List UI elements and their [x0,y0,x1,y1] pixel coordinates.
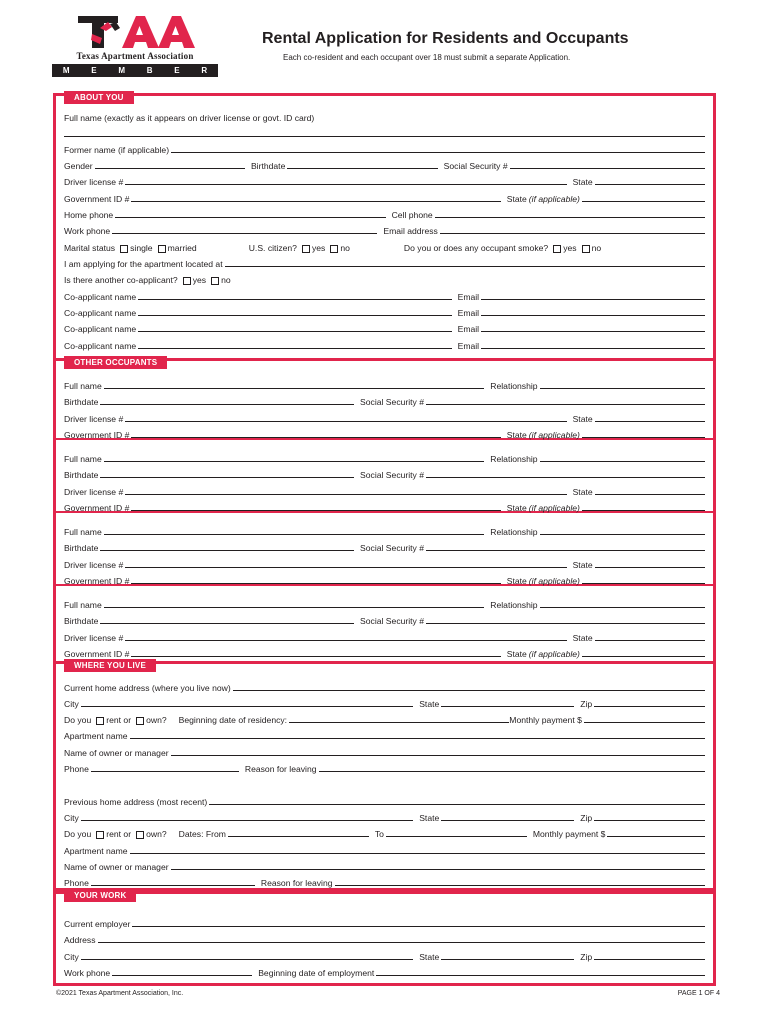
occupant-row [64,498,705,513]
occupant-driver-license-field[interactable] [125,421,566,422]
row-coapplicant [64,319,705,334]
label-marital-status: Marital status [64,243,116,253]
label-coapplicant-name: Co-applicant name [64,292,137,302]
label-dates-from: Dates: From [178,829,226,839]
occupant-state-field[interactable] [595,640,705,641]
section-tab-your-work: YOUR WORK [64,889,136,902]
row-previous-address [64,792,705,807]
occupant-ssn-field[interactable] [426,623,705,624]
occupant-row [64,571,705,586]
label-government-id: Government ID # [64,648,130,659]
label-beginning-employment: Beginning date of employment [258,968,375,978]
coapplicant-no-checkbox[interactable] [211,277,219,285]
label-if-applicable: (if applicable) [528,429,580,440]
taa-logo [50,14,220,80]
occupant-row [64,449,705,464]
label-birthdate: Birthdate [250,161,286,171]
label-government-id: Government ID # [64,575,130,586]
label-gender: Gender [64,161,93,171]
full-name-field[interactable] [64,136,705,137]
prev-own-checkbox[interactable] [136,831,144,839]
work-phone-field[interactable] [112,975,252,976]
label-state: State [419,952,440,962]
occupant-birthdate-field[interactable] [100,623,354,624]
married-checkbox[interactable] [158,245,166,253]
label-married: married [167,243,197,253]
logo-member-letter: B [146,66,153,75]
label-zip: Zip [580,813,593,823]
smoke-yes-checkbox[interactable] [553,245,561,253]
label-relationship: Relationship [490,600,538,610]
label-driver-license: Driver license # [64,177,124,187]
label-email-address: Email address [383,226,438,236]
label-government-id: Government ID # [64,194,130,204]
prev-phone-field[interactable] [91,885,255,886]
label-smoke-no: no [591,243,602,253]
work-phone-field[interactable] [112,233,377,234]
current-employer-field[interactable] [132,926,705,927]
occupant-row [64,611,705,626]
label-if-applicable: (if applicable) [528,502,580,513]
occupant-row [64,425,705,440]
occupant-row [64,409,705,424]
relationship-field[interactable] [540,607,705,608]
label-do-you: Do you [64,715,92,725]
label-beginning-residency: Beginning date of residency: [178,715,288,725]
row-rent-own [64,710,705,725]
label-city: City [64,699,79,709]
label-ssn: Social Security # [360,543,425,554]
section-where-you-live [53,661,716,891]
label-smoke-yes: yes [563,243,577,253]
label-ssn: Social Security # [360,397,425,408]
coapplicant-yes-checkbox[interactable] [183,277,191,285]
occupant-state-field[interactable] [595,494,705,495]
label-full-name: Full name [64,381,102,391]
label-birthdate: Birthdate [64,397,99,408]
prev-state-field[interactable] [441,820,574,821]
birthdate-field[interactable] [287,168,437,169]
row-work-address [64,930,705,945]
previous-address-field[interactable] [209,804,705,805]
row-government-id [64,189,705,204]
employment-date-field[interactable] [376,975,705,976]
label-current-address: Current home address (where you live now) [64,683,231,693]
label-ssn: Social Security # [360,470,425,481]
label-own: own? [146,829,167,839]
occupant-row [64,538,705,553]
label-ssn: Social Security # [360,616,425,627]
label-coapplicant-name: Co-applicant name [64,308,137,318]
page-title: Rental Application for Residents and Occupants [262,30,629,47]
label-email: Email [457,308,480,318]
logo-org-name: Texas Apartment Association [76,51,194,61]
occupant-full-name-field[interactable] [104,461,485,462]
label-ssn: Social Security # [443,161,508,171]
occupant-full-name-field[interactable] [104,607,485,608]
row-coapplicant [64,287,705,302]
footer-page-number: PAGE 1 OF 4 [677,990,720,997]
label-state: State [572,177,593,187]
occupant-birthdate-field[interactable] [100,477,354,478]
label-monthly-payment: Monthly payment $ [532,829,606,839]
label-relationship: Relationship [490,454,538,464]
occupant-row [64,595,705,610]
row-coapplicant [64,336,705,351]
coapplicant-name-field[interactable] [138,299,451,300]
prev-zip-field[interactable] [594,820,705,821]
page-subtitle: Each co-resident and each occupant over 18 must submit a separate Application. [283,53,571,62]
label-owner-manager: Name of owner or manager [64,862,169,872]
row-work-phone [64,963,705,978]
label-previous-address: Previous home address (most recent) [64,797,208,807]
occupant-row [64,628,705,643]
row-phone-reason [64,759,705,774]
label-citizen-no: no [340,243,350,253]
cell-phone-field[interactable] [435,217,705,218]
occupant-row [64,644,705,659]
label-government-id: Government ID # [64,502,130,513]
coapplicant-email-field[interactable] [481,331,705,332]
row-current-employer [64,914,705,929]
label-full-name: Full name [64,600,102,610]
logo-member-letter: R [201,66,208,75]
zip-field[interactable] [594,706,705,707]
label-rent-or: rent or [106,715,132,725]
occupant-ssn-field[interactable] [426,477,705,478]
logo-member-letter: E [174,66,180,75]
occupant-government-id-field[interactable] [131,437,500,438]
occupant-row [64,392,705,407]
label-home-phone: Home phone [64,210,114,220]
government-id-state-field[interactable] [582,201,705,202]
label-if-applicable: (if applicable) [528,194,580,204]
occupant-government-id-field[interactable] [131,510,500,511]
label-do-you: Do you [64,829,92,839]
gender-field[interactable] [95,168,245,169]
row-full-name [64,108,705,123]
phone-field[interactable] [91,771,239,772]
occupant-gov-state-field[interactable] [582,437,705,438]
label-state: State [419,699,440,709]
label-state: State [572,413,593,424]
label-birthdate: Birthdate [64,470,99,481]
label-driver-license: Driver license # [64,486,124,497]
own-checkbox[interactable] [136,717,144,725]
occupant-driver-license-field[interactable] [125,567,566,568]
apartment-location-field[interactable] [225,266,705,267]
row-driver-license [64,172,705,187]
section-about-you [53,93,716,361]
prev-apartment-name-field[interactable] [130,853,705,854]
section-tab-other-occupants: OTHER OCCUPANTS [64,356,167,369]
relationship-field[interactable] [540,461,705,462]
logo-member-letter: E [91,66,97,75]
label-monthly-payment: Monthly payment $ [509,715,582,725]
label-government-id: Government ID # [64,429,130,440]
label-coapplicant-no: no [221,275,231,285]
label-full-name: Full name [64,454,102,464]
relationship-field[interactable] [540,534,705,535]
occupant-row [64,555,705,570]
row-prev-rent-own [64,824,705,839]
label-if-applicable: (if applicable) [528,648,580,659]
work-city-field[interactable] [81,959,413,960]
coapplicant-email-field[interactable] [481,315,705,316]
label-birthdate: Birthdate [64,543,99,554]
email-address-field[interactable] [440,233,705,234]
label-phone: Phone [64,878,89,888]
label-state: State [419,813,440,823]
label-zip: Zip [580,699,593,709]
occupant-driver-license-field[interactable] [125,494,566,495]
former-name-field[interactable] [171,152,705,153]
label-relationship: Relationship [490,381,538,391]
label-driver-license: Driver license # [64,632,124,643]
label-relationship: Relationship [490,527,538,537]
label-coapplicant-name: Co-applicant name [64,341,137,351]
label-driver-license: Driver license # [64,413,124,424]
label-if-applicable: (if applicable) [528,575,580,586]
label-full-name: Full name [64,527,102,537]
occupant-full-name-field[interactable] [104,388,485,389]
label-email: Email [457,341,480,351]
row-another-coapplicant [64,270,705,285]
label-birthdate: Birthdate [64,616,99,627]
label-apartment-name: Apartment name [64,846,128,856]
row-home-phone [64,205,705,220]
dates-to-field[interactable] [386,836,527,837]
label-zip: Zip [580,952,593,962]
apartment-name-field[interactable] [130,738,705,739]
government-id-field[interactable] [131,201,500,202]
row-apartment-name [64,726,705,741]
row-coapplicant [64,303,705,318]
citizen-no-checkbox[interactable] [330,245,338,253]
citizen-yes-checkbox[interactable] [302,245,310,253]
label-phone: Phone [64,764,89,774]
label-to: To [374,829,384,839]
row-current-address [64,678,705,693]
label-city: City [64,952,79,962]
label-driver-license: Driver license # [64,559,124,570]
occupant-birthdate-field[interactable] [100,550,354,551]
city-field[interactable] [81,706,413,707]
row-city [64,694,705,709]
coapplicant-name-field[interactable] [138,315,451,316]
occupant-government-id-field[interactable] [131,656,500,657]
label-email: Email [457,324,480,334]
label-coapplicant-name: Co-applicant name [64,324,137,334]
label-single: single [130,243,153,253]
logo-member-letter: M [118,66,126,75]
row-marital-status [64,238,705,253]
row-owner-manager [64,743,705,758]
label-state: State [572,559,593,570]
label-state: State [506,648,527,659]
row-prev-apartment-name [64,841,705,856]
owner-manager-field[interactable] [171,755,705,756]
prev-monthly-payment-field[interactable] [607,836,705,837]
row-prev-owner-manager [64,857,705,872]
prev-reason-leaving-field[interactable] [335,885,705,886]
coapplicant-email-field[interactable] [481,299,705,300]
occupant-gov-state-field[interactable] [582,510,705,511]
label-own: own? [146,715,167,725]
label-work-phone: Work phone [64,226,111,236]
label-current-employer: Current employer [64,919,131,929]
label-state-if: State [506,194,527,204]
row-full-name-line [64,124,705,139]
occupant-row [64,482,705,497]
prev-owner-manager-field[interactable] [171,869,705,870]
occupant-gov-state-field[interactable] [582,583,705,584]
occupant-government-id-field[interactable] [131,583,500,584]
occupant-row [64,376,705,391]
label-owner-manager: Name of owner or manager [64,748,169,758]
work-address-field[interactable] [98,942,705,943]
row-applying [64,254,705,269]
coapplicant-email-field[interactable] [481,348,705,349]
row-gender [64,156,705,171]
row-prev-city [64,808,705,823]
section-tab-about-you: ABOUT YOU [64,91,134,104]
footer-copyright: ©2021 Texas Apartment Association, Inc. [56,990,184,997]
home-phone-field[interactable] [115,217,385,218]
occupant-ssn-field[interactable] [426,550,705,551]
section-other-occupants [53,358,716,664]
occupant-full-name-field[interactable] [104,534,485,535]
logo-member-letter: M [62,66,70,75]
row-work-city [64,947,705,962]
ssn-field[interactable] [510,168,705,169]
label-state: State [506,502,527,513]
label-applying: I am applying for the apartment located at [64,259,223,269]
occupant-row [64,465,705,480]
label-state: State [572,632,593,643]
row-prev-phone-reason [64,873,705,888]
prev-city-field[interactable] [81,820,413,821]
label-state: State [572,486,593,497]
label-rent-or: rent or [106,829,132,839]
driver-license-field[interactable] [125,184,566,185]
label-coapplicant-yes: yes [192,275,207,285]
prev-rent-checkbox[interactable] [96,831,104,839]
label-former-name: Former name (if applicable) [64,145,170,155]
occupant-driver-license-field[interactable] [125,640,566,641]
label-full-name: Full name (exactly as it appears on driver license or govt. ID card) [64,113,315,123]
label-email: Email [457,292,480,302]
occupant-state-field[interactable] [595,567,705,568]
occupant-gov-state-field[interactable] [582,656,705,657]
label-state: State [506,429,527,440]
current-address-field[interactable] [233,690,705,691]
label-us-citizen: U.S. citizen? [248,243,297,253]
occupant-birthdate-field[interactable] [100,404,354,405]
state-field[interactable] [441,706,574,707]
label-address: Address [64,935,96,945]
label-work-phone: Work phone [64,968,111,978]
section-your-work [53,891,716,986]
row-former-name [64,140,705,155]
rent-checkbox[interactable] [96,717,104,725]
section-tab-where-you-live: WHERE YOU LIVE [64,659,156,672]
taa-logo-mark-icon [70,14,210,50]
work-zip-field[interactable] [594,959,705,960]
label-another-coapplicant: Is there another co-applicant? [64,275,178,285]
coapplicant-name-field[interactable] [138,348,451,349]
dates-from-field[interactable] [228,836,369,837]
residency-date-field[interactable] [289,722,509,723]
work-state-field[interactable] [441,959,574,960]
reason-leaving-field[interactable] [319,771,705,772]
label-city: City [64,813,79,823]
label-reason-leaving: Reason for leaving [244,764,317,774]
label-state: State [506,575,527,586]
relationship-field[interactable] [540,388,705,389]
label-apartment-name: Apartment name [64,731,128,741]
logo-member-bar [52,64,218,77]
label-citizen-yes: yes [311,243,326,253]
single-checkbox[interactable] [120,245,128,253]
occupant-row [64,522,705,537]
label-smoke: Do you or does any occupant smoke? [403,243,549,253]
occupant-state-field[interactable] [595,421,705,422]
row-work-phone [64,221,705,236]
monthly-payment-field[interactable] [584,722,705,723]
state-field[interactable] [595,184,705,185]
label-reason-leaving: Reason for leaving [260,878,333,888]
label-cell-phone: Cell phone [391,210,433,220]
smoke-no-checkbox[interactable] [582,245,590,253]
coapplicant-name-field[interactable] [138,331,451,332]
occupant-ssn-field[interactable] [426,404,705,405]
